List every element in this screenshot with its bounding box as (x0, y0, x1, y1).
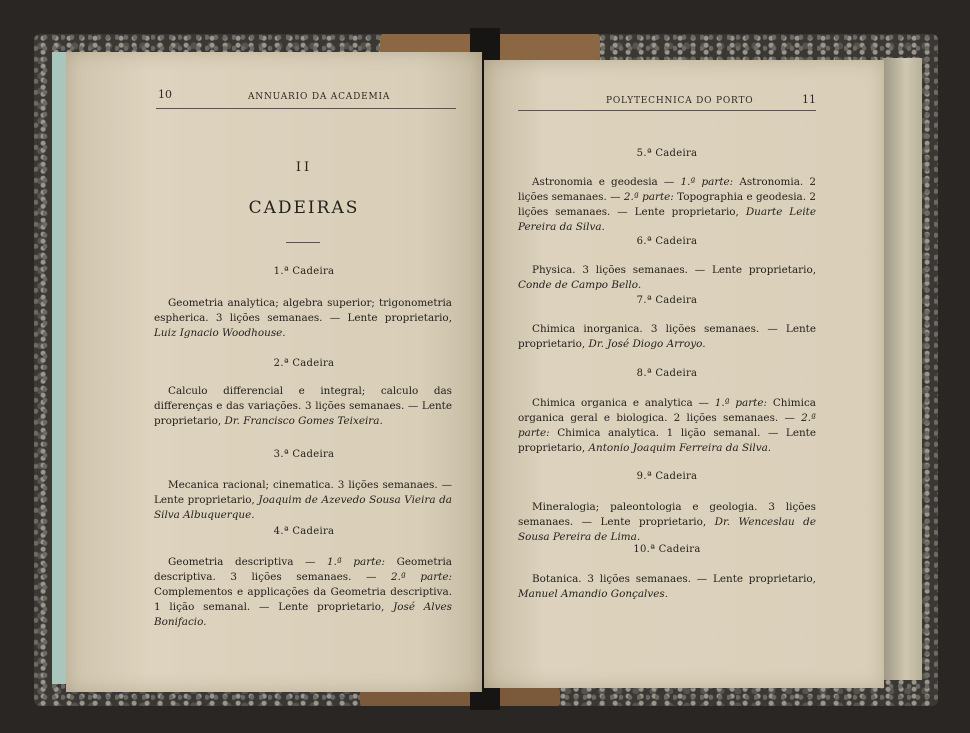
page-number: 11 (802, 93, 816, 106)
entry-text: Mineralogia; paleontologia e geologia. 3 lições semanaes. — Lente proprietario, Dr. Wenceslau de Sousa Pereira de Lima. (518, 501, 816, 543)
entry-heading: 4.ª Cadeira (273, 526, 335, 537)
entry-text: Chimica organica e analytica — 1.ª parte: Chimica organica geral e biologica. 2 lições semanaes. — 2.ª parte: Chimica analytica. 1 lição semanal. — Lente proprietario, Antonio Joaquim Ferreira da Silva. (518, 397, 816, 454)
entry-text: Calculo differencial e integral; calculo das differenças e das variações. 3 lições semanaes. — Lente proprietario, Dr. Francisco Gomes Teixeira. (154, 385, 452, 427)
entry-text: Mecanica racional; cinematica. 3 lições semanaes. — Lente proprietario, Joaquim de Azevedo Sousa Vieira da Silva Albuquerque. (154, 479, 452, 521)
entry-heading: 5.ª Cadeira (636, 148, 698, 159)
entry-text: Geometria analytica; algebra superior; trigonometria espherica. 3 lições semanaes. — Lente proprietario, Luiz Ignacio Woodhouse. (154, 297, 452, 339)
entry-heading: 2.ª Cadeira (273, 358, 335, 369)
header-rule (518, 110, 816, 111)
entry-heading: 6.ª Cadeira (636, 236, 698, 247)
page-edge-right (882, 58, 922, 680)
entry-text: Botanica. 3 lições semanaes. — Lente proprietario, Manuel Amandio Gonçalves. (518, 573, 816, 600)
entry-heading: 8.ª Cadeira (636, 368, 698, 379)
right-page (484, 60, 884, 688)
header-rule (156, 108, 456, 109)
entry-heading: 7.ª Cadeira (636, 295, 698, 306)
entry-heading: 3.ª Cadeira (273, 449, 335, 460)
page-number: 10 (158, 88, 172, 101)
running-head: POLYTECHNICA DO PORTO (606, 96, 754, 106)
entry-heading: 1.ª Cadeira (273, 266, 335, 277)
section-number: II (295, 160, 313, 175)
entry-text: Geometria descriptiva — 1.ª parte: Geometria descriptiva. 3 lições semanaes. — 2.ª parte: Complementos e applicações da Geometria descriptiva. 1 lição semanal. — Lente proprietario, José Alves Bonifacio. (154, 556, 452, 628)
section-title: CADEIRAS (248, 198, 360, 218)
entry-heading: 10.ª Cadeira (633, 544, 701, 555)
entry-heading: 9.ª Cadeira (636, 471, 698, 482)
title-rule (286, 242, 320, 243)
left-page (66, 52, 482, 692)
entry-text: Astronomia e geodesia — 1.ª parte: Astronomia. 2 lições semanaes. — 2.ª parte: Topographia e geodesia. 2 lições semanaes. — Lente proprietario, Duarte Leite Pereira da Silva. (518, 176, 816, 233)
running-head: ANNUARIO DA ACADEMIA (248, 92, 391, 102)
entry-text: Chimica inorganica. 3 lições semanaes. — Lente proprietario, Dr. José Diogo Arroyo. (518, 323, 816, 350)
entry-text: Physica. 3 lições semanaes. — Lente proprietario, Conde de Campo Bello. (518, 264, 816, 291)
